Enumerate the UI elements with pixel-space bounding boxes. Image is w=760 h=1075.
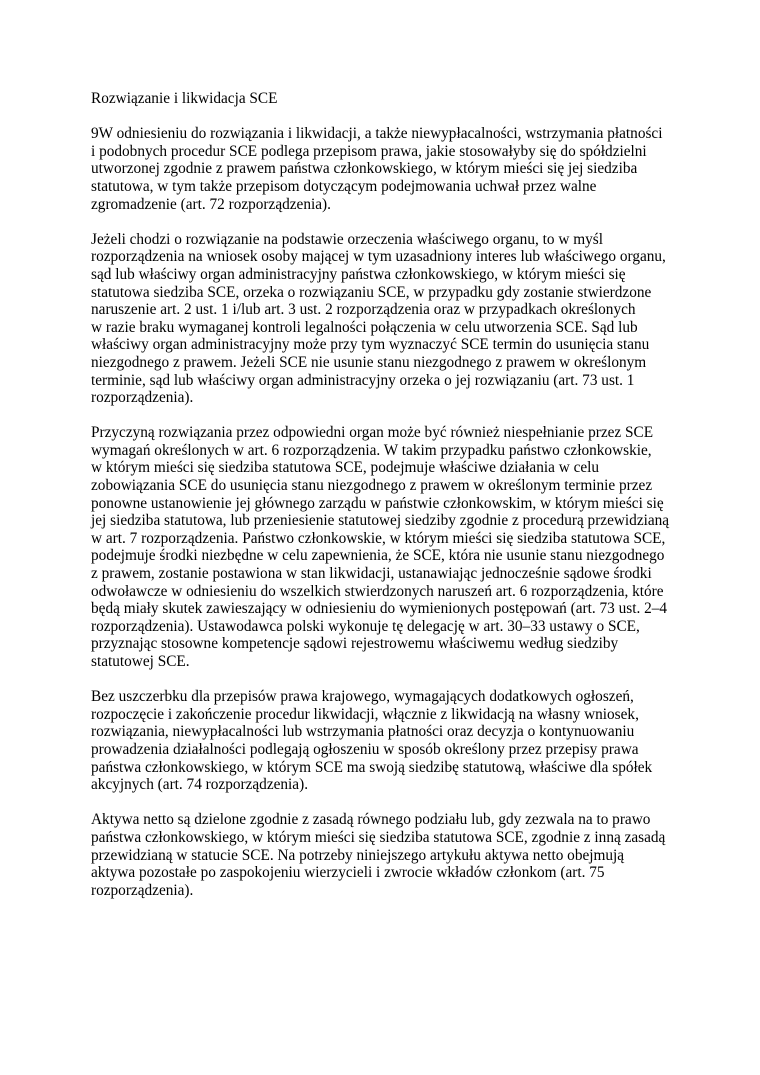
text-line: wymagań określonych w art. 6 rozporządzenia. W takim przypadku państwo członkowskie,	[91, 441, 652, 459]
text-line: statutowa siedziba SCE, orzeka o rozwiązaniu SCE, w przypadku gdy zostanie stwierdzone	[91, 283, 652, 301]
text-line: przyznając stosowne kompetencje sądowi rejestrowemu właściwemu według siedziby	[91, 635, 619, 653]
text-line: Przyczyną rozwiązania przez odpowiedni organ może być również niespełnianie przez SCE	[91, 424, 654, 442]
text-line: rozpoczęcie i zakończenie procedur likwidacji, włącznie z likwidacją na własny wniosek,	[91, 705, 639, 723]
text-line: państwa członkowskiego, w którym mieści się siedziba statutowa SCE, zgodnie z inną zasadą	[91, 828, 666, 846]
text-line: statutowa, w tym także przepisom dotyczącym podejmowania uchwał przez walne	[91, 177, 597, 195]
text-line: Jeżeli chodzi o rozwiązanie na podstawie orzeczenia właściwego organu, to w myśl	[91, 230, 603, 248]
paragraph-4	[91, 688, 731, 794]
text-line: przewidzianą w statucie SCE. Na potrzeby niniejszego artykułu aktywa netto obejmują	[91, 846, 625, 864]
document-title: Rozwiązanie i likwidacja SCE	[91, 90, 278, 107]
text-line: 9W odniesieniu do rozwiązania i likwidacji, a także niewypłacalności, wstrzymania płatności	[91, 125, 663, 143]
text-line: aktywa pozostałe po zaspokojeniu wierzycieli i zwrocie wkładów członkom (art. 75	[91, 864, 605, 882]
text-line: rozporządzenia).	[91, 881, 194, 899]
text-line: rozwiązania, niewypłacalności lub wstrzymania płatności oraz decyzja o kontynuowaniu	[91, 723, 635, 741]
text-line: prowadzenia działalności podlegają ogłoszeniu w sposób określony przez przepisy prawa	[91, 740, 639, 758]
text-line: rozporządzenia).	[91, 389, 194, 407]
text-line: terminie, sąd lub właściwy organ administracyjny orzeka o jej rozwiązaniu (art. 73 ust. 1	[91, 371, 635, 389]
paragraph-5	[91, 811, 731, 899]
text-line: jej siedziba statutowa, lub przeniesienie statutowej siedziby zgodnie z procedurą przewidzianą	[91, 512, 670, 530]
text-line: odwoławcze w odniesieniu do wszelkich stwierdzonych naruszeń art. 6 rozporządzenia, które	[91, 582, 664, 600]
text-line: ponowne ustanowienie jej głównego zarządu w państwie członkowskim, w którym mieści się	[91, 494, 664, 512]
text-line: w którym mieści się siedziba statutowa SCE, podejmuje właściwe działania w celu	[91, 459, 600, 477]
text-line: utworzonej zgodnie z prawem państwa członkowskiego, w którym mieści się jej siedziba	[91, 160, 638, 178]
text-line: w razie braku wymaganej kontroli legalności połączenia w celu utworzenia SCE. Sąd lub	[91, 318, 638, 336]
paragraph-1	[91, 125, 731, 213]
text-line: naruszenie art. 2 ust. 1 i/lub art. 3 ust. 2 rozporządzenia oraz w przypadkach określonych	[91, 301, 636, 319]
text-line: i podobnych procedur SCE podlega przepisom prawa, jakie stosowałyby się do spółdzielni	[91, 142, 647, 160]
text-body	[91, 90, 731, 917]
text-line: niezgodnego z prawem. Jeżeli SCE nie usunie stanu niezgodnego z prawem w określonym	[91, 353, 647, 371]
text-line: Aktywa netto są dzielone zgodnie z zasadą równego podziału lub, gdy zezwala na to prawo	[91, 811, 651, 829]
text-line: właściwy organ administracyjny może przy tym wyznaczyć SCE termin do usunięcia stanu	[91, 336, 650, 354]
text-line: sąd lub właściwy organ administracyjny państwa członkowskiego, w którym mieści się	[91, 265, 626, 283]
text-line: akcyjnych (art. 74 rozporządzenia).	[91, 776, 309, 794]
text-line: z prawem, zostanie postawiona w stan likwidacji, ustanawiając jednocześnie sądowe środki	[91, 565, 652, 583]
text-line: będą miały skutek zawieszający w odniesieniu do wymienionych postępowań (art. 73 ust. 2–4	[91, 600, 668, 618]
paragraph-3	[91, 424, 731, 670]
text-line: rozporządzenia). Ustawodawca polski wykonuje tę delegację w art. 30–33 ustawy o SCE,	[91, 617, 640, 635]
text-line: zobowiązania SCE do usunięcia stanu niezgodnego z prawem w określonym terminie przez	[91, 477, 653, 495]
text-line: podejmuje środki niezbędne w celu zapewnienia, że SCE, która nie usunie stanu niezgodnego	[91, 547, 665, 565]
text-line: Bez uszczerbku dla przepisów prawa krajowego, wymagających dodatkowych ogłoszeń,	[91, 688, 634, 706]
text-line: zgromadzenie (art. 72 rozporządzenia).	[91, 195, 331, 213]
paragraph-2	[91, 231, 731, 407]
text-line: statutowej SCE.	[91, 653, 190, 670]
text-line: rozporządzenia na wniosek osoby mającej w tym uzasadniony interes lub właściwego organu,	[91, 248, 666, 266]
text-line: państwa członkowskiego, w którym SCE ma swoją siedzibę statutową, właściwe dla spółek	[91, 758, 653, 776]
text-line: w art. 7 rozporządzenia. Państwo członkowskie, w którym mieści się siedziba statutowa SCE,	[91, 529, 666, 547]
